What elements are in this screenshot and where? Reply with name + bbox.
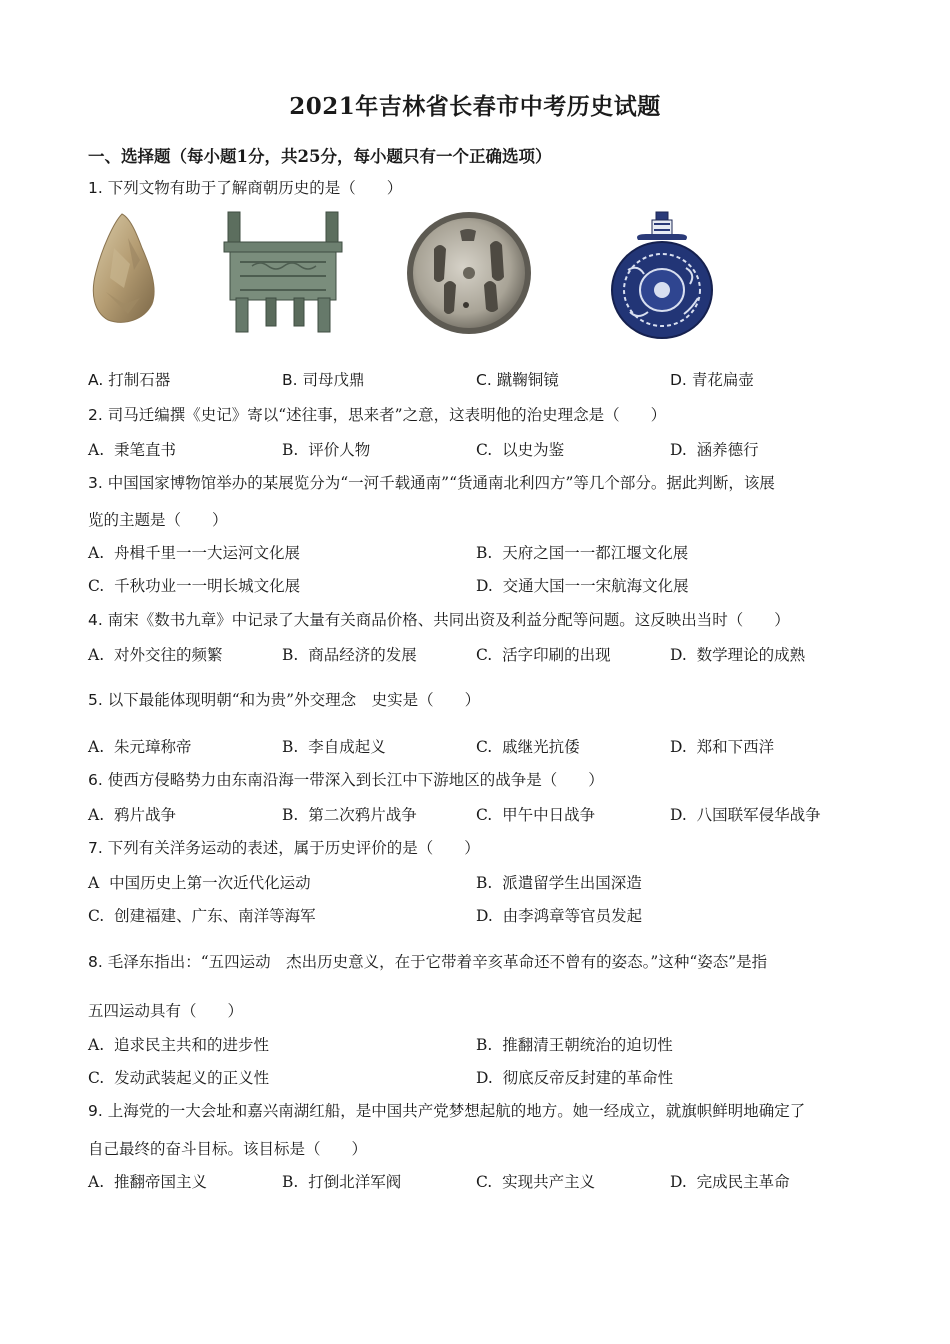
question-number: 3. [88, 474, 103, 492]
option-letter: D. [476, 907, 493, 925]
stone-tool-image [84, 208, 164, 328]
option-7a[interactable] [88, 873, 311, 893]
section-heading: 一、选择题（每小题1分，共25分，每小题只有一个正确选项） [88, 147, 552, 166]
question-number: 1. [88, 179, 103, 197]
option-8b[interactable] [476, 1035, 673, 1055]
option-1b[interactable] [282, 370, 365, 390]
option-letter: A. [88, 371, 104, 389]
option-2a[interactable] [88, 440, 176, 460]
option-letter: D. [670, 1173, 687, 1191]
option-3a[interactable] [88, 543, 300, 563]
option-letter: D. [476, 1069, 493, 1087]
option-5d[interactable] [670, 737, 774, 757]
option-letter: A [88, 874, 100, 892]
question-text: 使西方侵略势力由东南沿海一带深入到长江中下游地区的战争是（ ） [107, 771, 604, 789]
option-4a[interactable] [88, 645, 223, 665]
question-number: 9. [88, 1102, 103, 1120]
option-letter: D. [476, 577, 493, 595]
option-text: 戚继光抗倭 [502, 738, 580, 756]
question-2 [88, 405, 666, 425]
option-8d[interactable] [476, 1068, 673, 1088]
question-text: 下列有关洋务运动的表述，属于历史评价的是（ ） [107, 839, 480, 857]
option-letter: C. [88, 577, 105, 595]
option-9a[interactable] [88, 1172, 207, 1192]
option-letter: B. [282, 738, 299, 756]
question-7 [88, 838, 480, 858]
question-text: 毛泽东指出：“五四运动 杰出历史意义，在于它带着辛亥革命还不曾有的姿态。”这种“姿态”是指 [107, 953, 768, 971]
option-letter: A. [88, 806, 105, 824]
option-letter: D. [670, 646, 687, 664]
option-2c[interactable] [476, 440, 564, 460]
option-9c[interactable] [476, 1172, 595, 1192]
option-letter: A. [88, 1036, 105, 1054]
option-5b[interactable] [282, 737, 386, 757]
question-1 [88, 178, 402, 198]
option-text: 发动武装起义的正义性 [114, 1069, 270, 1087]
option-text: 甲午中日战争 [502, 806, 596, 824]
option-6b[interactable] [282, 805, 417, 825]
option-text: 天府之国一一都江堰文化展 [502, 544, 689, 562]
option-text: 完成民主革命 [696, 1173, 790, 1191]
option-letter: C. [476, 441, 493, 459]
option-4b[interactable] [282, 645, 417, 665]
question-9 [88, 1101, 805, 1121]
option-letter: C. [88, 1069, 105, 1087]
option-text: 以史为鉴 [502, 441, 565, 459]
option-6c[interactable] [476, 805, 595, 825]
option-text: 中国历史上第一次近代化运动 [109, 874, 311, 892]
option-text: 秉笔直书 [113, 441, 176, 459]
option-letter: B. [282, 441, 299, 459]
option-9b[interactable] [282, 1172, 401, 1192]
option-letter: D. [670, 738, 687, 756]
option-text: 朱元璋称帝 [113, 738, 192, 756]
question-number: 6. [88, 771, 103, 789]
option-letter: B. [282, 646, 299, 664]
option-9d[interactable] [670, 1172, 790, 1192]
option-text: 蹴鞠铜镜 [496, 371, 559, 389]
option-4d[interactable] [670, 645, 805, 665]
question-text: 中国国家博物馆举办的某展览分为“一河千载通南”“货通南北利四方”等几个部分。据此判断，该展 [107, 474, 775, 492]
option-letter: C. [476, 806, 493, 824]
option-text: 郑和下西洋 [696, 738, 775, 756]
option-2d[interactable] [670, 440, 759, 460]
blue-white-flask-image [608, 210, 716, 342]
option-letter: C. [476, 646, 493, 664]
option-text: 打倒北洋军阀 [308, 1173, 402, 1191]
option-text: 派遣留学生出国深造 [502, 874, 642, 892]
option-text: 彻底反帝反封建的革命性 [502, 1069, 674, 1087]
question-text: 上海党的一大会址和嘉兴南湖红船，是中国共产党梦想起航的地方。她一经成立，就旗帜鲜明地确定了 [107, 1102, 806, 1120]
option-text: 司母戊鼎 [302, 371, 365, 389]
question-3 [88, 473, 775, 493]
bronze-mirror-image [404, 209, 534, 337]
option-letter: B. [476, 544, 493, 562]
option-7b[interactable] [476, 873, 642, 893]
question-number: 5. [88, 691, 103, 709]
option-8a[interactable] [88, 1035, 269, 1055]
option-text: 商品经济的发展 [308, 646, 417, 664]
question-5 [88, 690, 480, 710]
option-text: 评价人物 [308, 441, 371, 459]
option-text: 第二次鸦片战争 [308, 806, 417, 824]
option-letter: C. [476, 371, 492, 389]
option-text: 数学理论的成熟 [696, 646, 806, 664]
option-3d[interactable] [476, 576, 689, 596]
option-letter: B. [476, 1036, 493, 1054]
option-letter: B. [282, 1173, 299, 1191]
option-text: 交通大国一一宋航海文化展 [502, 577, 689, 595]
option-8c[interactable] [88, 1068, 269, 1088]
question-number: 4. [88, 611, 103, 629]
option-text: 由李鸿章等官员发起 [502, 907, 643, 925]
option-text: 鸦片战争 [113, 806, 176, 824]
question-number: 7. [88, 839, 103, 857]
option-text: 推翻帝国主义 [113, 1173, 207, 1191]
option-3c[interactable] [88, 576, 300, 596]
option-letter: D. [670, 806, 687, 824]
option-letter: A. [88, 441, 105, 459]
page-title: 2021年吉林省长春市中考历史试题 [289, 93, 661, 120]
option-letter: A. [88, 544, 105, 562]
option-letter: B. [282, 806, 299, 824]
option-6d[interactable] [670, 805, 821, 825]
option-text: 实现共产主义 [502, 1173, 596, 1191]
question-number: 2. [88, 406, 103, 424]
option-letter: C. [476, 1173, 493, 1191]
option-text: 千秋功业一一明长城文化展 [114, 577, 301, 595]
question-4 [88, 610, 790, 630]
option-text: 八国联军侵华战争 [696, 806, 821, 824]
option-text: 李自成起义 [308, 738, 386, 756]
option-text: 推翻清王朝统治的迫切性 [502, 1036, 673, 1054]
option-2b[interactable] [282, 440, 370, 460]
question-text: 下列文物有助于了解商朝历史的是（ ） [107, 179, 403, 197]
option-3b[interactable] [476, 543, 688, 563]
question-text: 以下最能体现明朝“和为贵”外交理念 史实是（ ） [107, 691, 481, 709]
question-number: 8. [88, 953, 103, 971]
question-text: 司马迁编撰《史记》寄以“述往事，思来者”之意，这表明他的治史理念是（ ） [107, 406, 667, 424]
option-5c[interactable] [476, 737, 580, 757]
option-text: 创建福建、广东、南洋等海军 [114, 907, 316, 925]
option-letter: B. [476, 874, 493, 892]
option-letter: A. [88, 738, 105, 756]
option-letter: D. [670, 441, 687, 459]
option-text: 打制石器 [108, 371, 171, 389]
option-1c[interactable] [476, 370, 559, 390]
option-5a[interactable] [88, 737, 192, 757]
option-letter: C. [88, 907, 105, 925]
ding-vessel-image [222, 210, 344, 334]
option-text: 青花扁壶 [691, 371, 754, 389]
option-letter: D. [670, 371, 687, 389]
option-letter: B. [282, 371, 298, 389]
question-3-continued: 览的主题是（ ） [88, 511, 228, 529]
option-1a[interactable] [88, 370, 170, 390]
option-4c[interactable] [476, 645, 611, 665]
option-letter: A. [88, 1173, 105, 1191]
option-text: 涵养德行 [696, 441, 759, 459]
question-8 [88, 952, 767, 972]
question-8-continued: 五四运动具有（ ） [88, 1002, 244, 1020]
option-letter: A. [88, 646, 105, 664]
option-text: 对外交往的频繁 [113, 646, 223, 664]
question-text: 南宋《数书九章》中记录了大量有关商品价格、共同出资及利益分配等问题。这反映出当时（ ） [107, 611, 790, 629]
question-6 [88, 770, 604, 790]
option-text: 舟楫千里一一大运河文化展 [113, 544, 300, 562]
option-7c[interactable] [88, 906, 316, 926]
option-1d[interactable] [670, 370, 754, 390]
option-6a[interactable] [88, 805, 176, 825]
option-text: 追求民主共和的进步性 [113, 1036, 269, 1054]
option-letter: C. [476, 738, 493, 756]
option-text: 活字印刷的出现 [502, 646, 611, 664]
option-7d[interactable] [476, 906, 642, 926]
question-9-continued: 自己最终的奋斗目标。该目标是（ ） [88, 1140, 368, 1158]
